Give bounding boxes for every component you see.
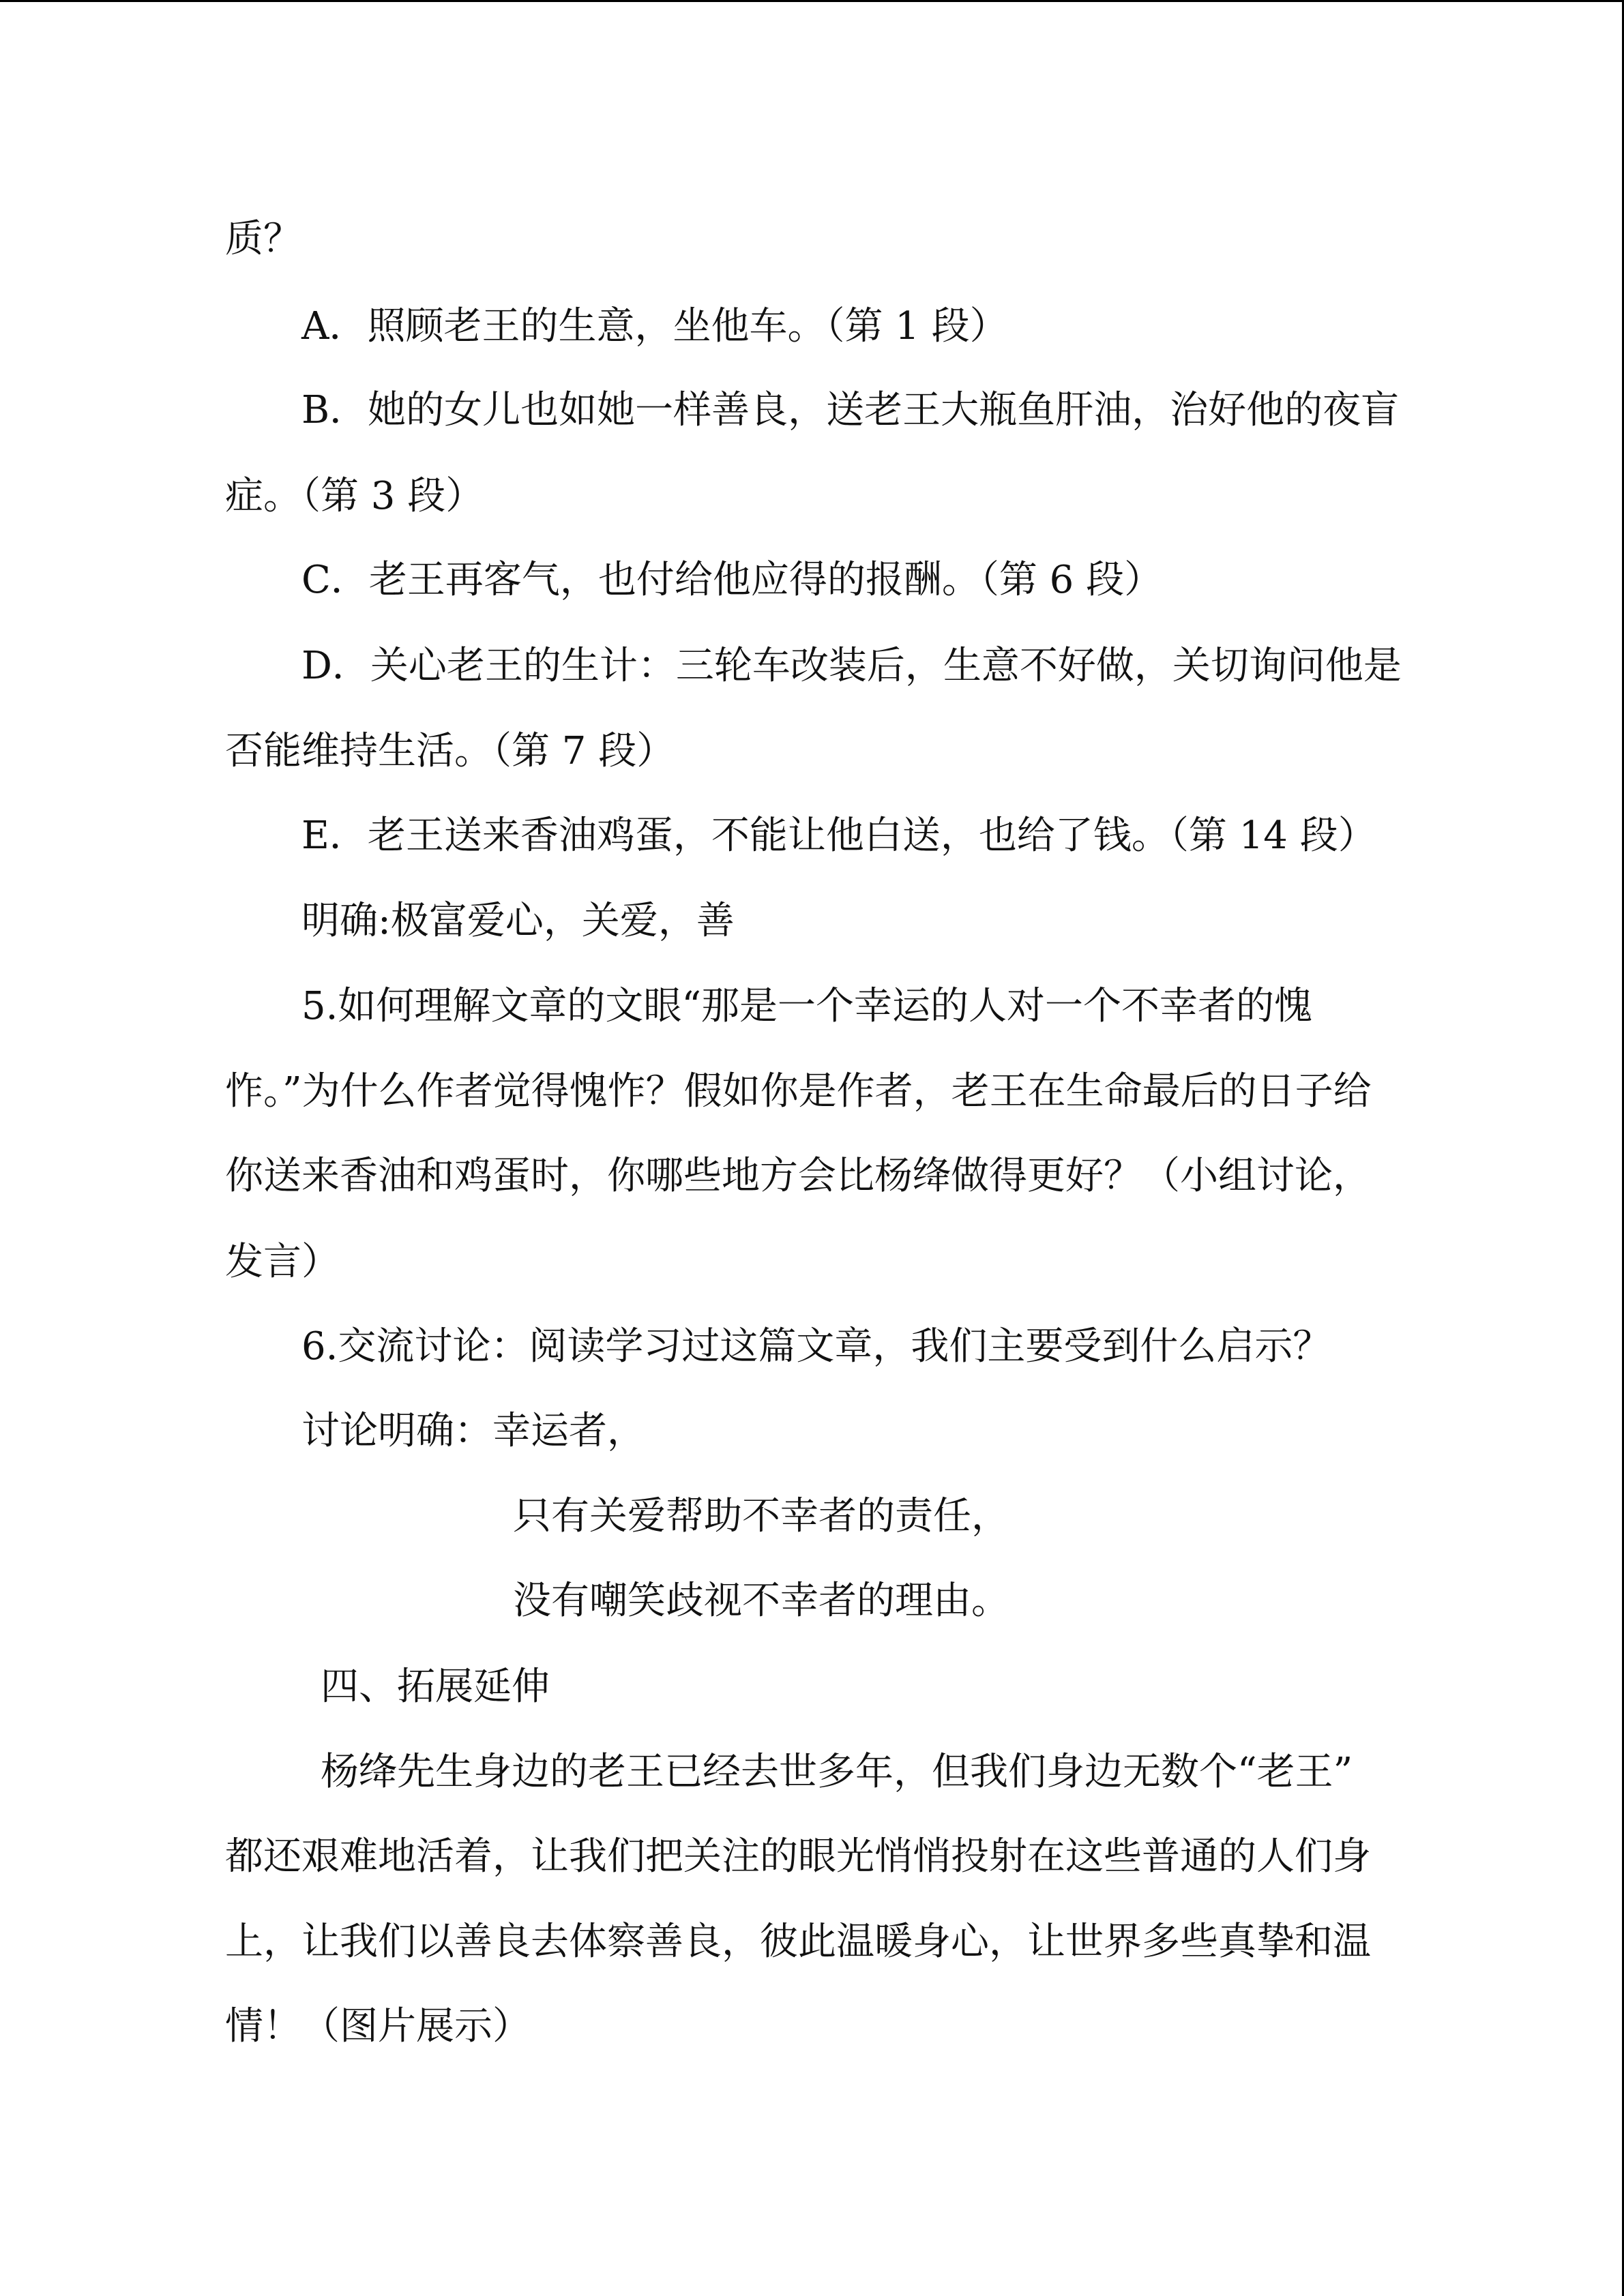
text-line: 症。（第 3 段） (225, 474, 484, 518)
text-line: 质？ (225, 217, 301, 261)
answer-line: 讨论明确：幸运者， (301, 1409, 645, 1453)
question-6: 6.交流讨论：阅读学习过这篇文章，我们主要受到什么启示？ (301, 1324, 1331, 1369)
paragraph-line: 上，让我们以善良去体察善良，彼此温暖身心，让世界多些真挚和温 (225, 1920, 1371, 1964)
paragraph-line: 都还艰难地活着，让我们把关注的眼光悄悄投射在这些普通的人们身 (225, 1834, 1371, 1879)
paragraph-line: 情！（图片展示） (225, 2004, 531, 2048)
section-heading: 四、拓展延伸 (321, 1665, 550, 1709)
text-line: 你送来香油和鸡蛋时，你哪些地方会比杨绛做得更好？（小组讨论， (225, 1154, 1371, 1198)
answer-line: 没有嘲笑歧视不幸者的理由。 (513, 1579, 1009, 1623)
text-line: 否能维持生活。（第 7 段） (225, 729, 675, 773)
option-e: E．老王送来香油鸡蛋，不能让他白送，也给了钱。（第 14 段） (301, 814, 1376, 858)
question-5: 5.如何理解文章的文眼“那是一个幸运的人对一个不幸者的愧 (301, 984, 1313, 1028)
option-d: D．关心老王的生计：三轮车改装后，生意不好做，关切询问他是 (301, 644, 1402, 688)
answer-line: 明确:极富爱心，关爱，善 (301, 899, 735, 943)
option-b: B．她的女儿也如她一样善良，送老王大瓶鱼肝油，治好他的夜盲 (301, 388, 1400, 432)
option-a: A．照顾老王的生意，坐他车。（第 1 段） (301, 304, 1008, 348)
text-line: 怍。”为什么作者觉得愧怍？假如你是作者，老王在生命最后的日子给 (225, 1069, 1372, 1114)
text-line: 发言） (225, 1240, 340, 1284)
option-c: C．老王再客气，也付给他应得的报酬。（第 6 段） (301, 558, 1163, 602)
answer-line: 只有关爱帮助不幸者的责任， (513, 1494, 1009, 1538)
paragraph-line: 杨绛先生身边的老王已经去世多年，但我们身边无数个“老王” (321, 1750, 1353, 1794)
